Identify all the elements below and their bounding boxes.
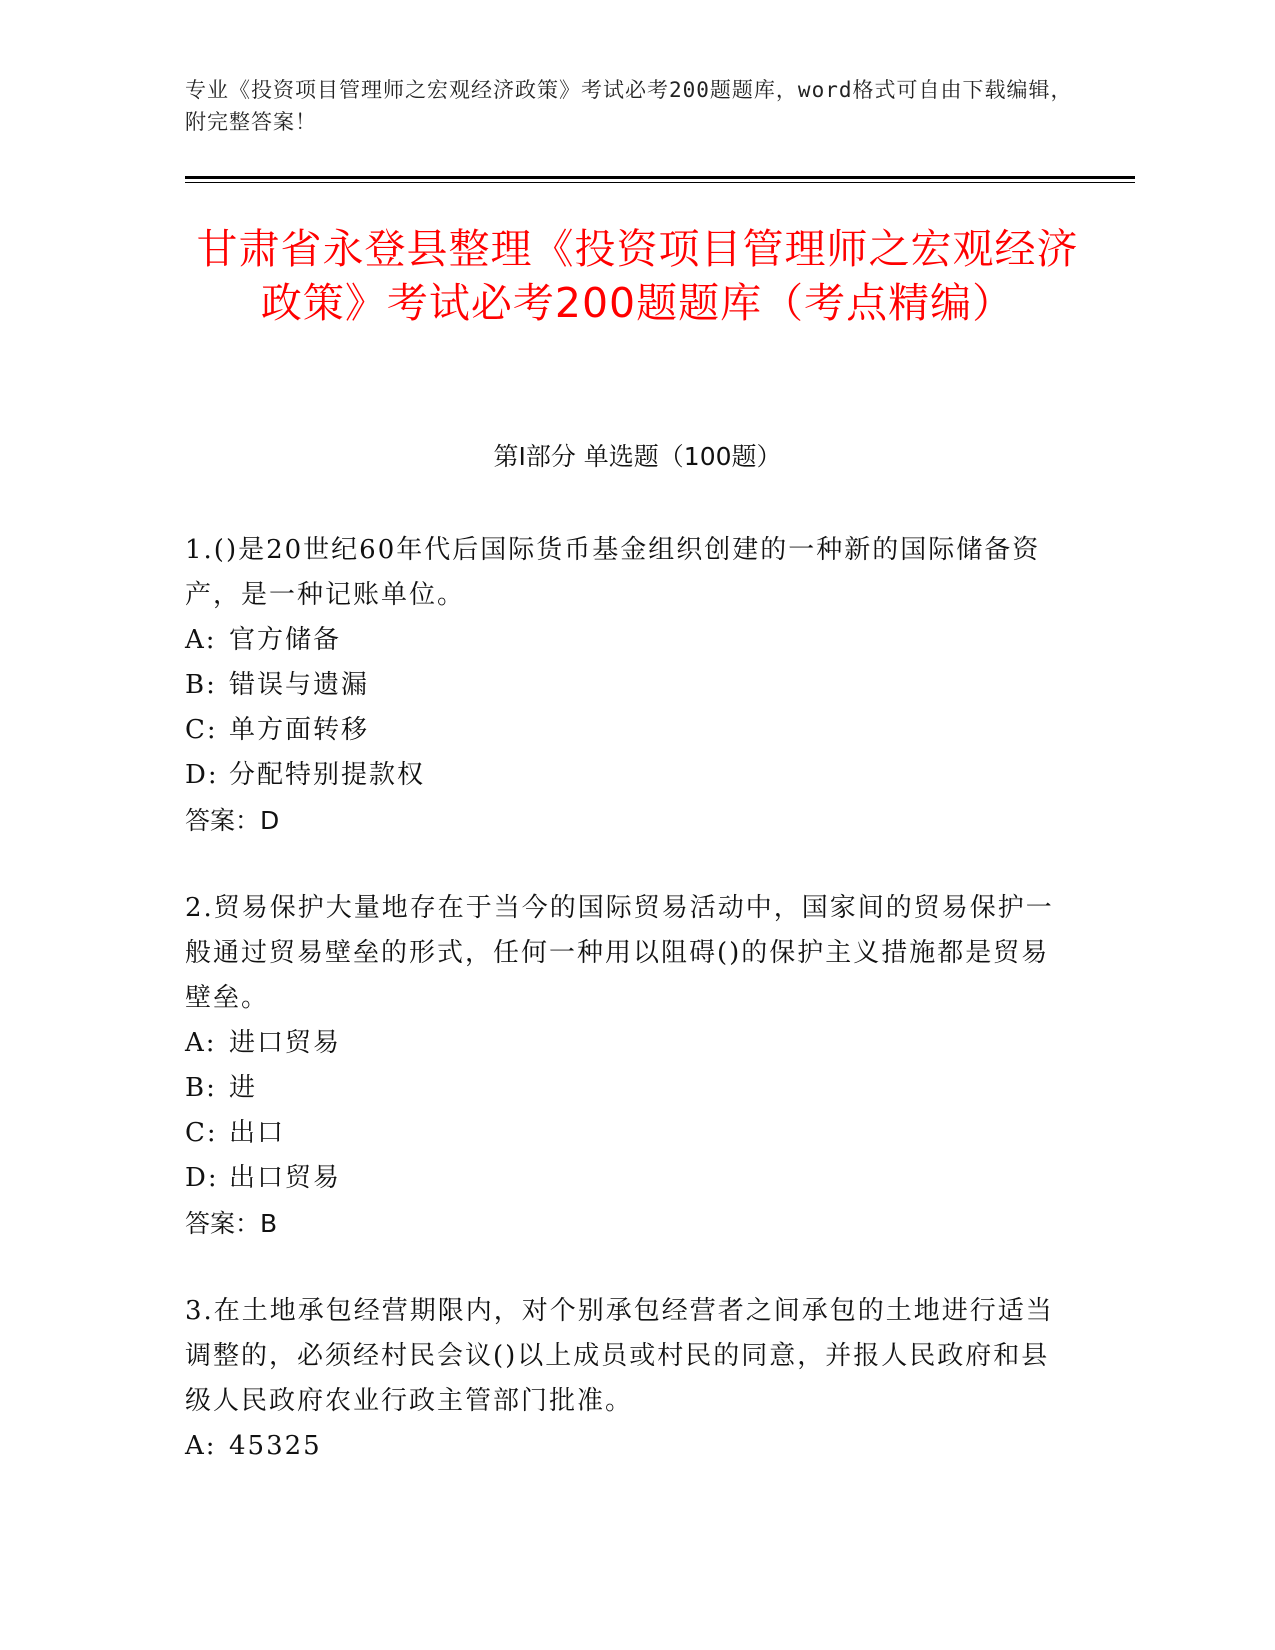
header-divider-thick xyxy=(185,176,1135,179)
option-letter: A: xyxy=(185,625,217,655)
option-text: 45325 xyxy=(229,1431,322,1461)
option-a xyxy=(185,1021,1065,1066)
option-text: 分配特别提款权 xyxy=(229,760,426,790)
option-letter: D: xyxy=(185,1163,219,1193)
option-text: 进 xyxy=(229,1073,258,1103)
option-b xyxy=(185,1066,1065,1111)
option-text: 错误与遗漏 xyxy=(229,670,370,700)
option-text: 进口贸易 xyxy=(229,1028,342,1058)
question-stem: 3.在土地承包经营期限内，对个别承包经营者之间承包的土地进行适当调整的，必须经村民会议()以上成员或村民的同意，并报人民政府和县级人民政府农业行政主管部门批准。 xyxy=(185,1296,1054,1416)
question-1 xyxy=(185,528,1065,843)
option-letter: B: xyxy=(185,670,217,700)
question-stem: 2.贸易保护大量地存在于当今的国际贸易活动中，国家间的贸易保护一般通过贸易壁垒的形式，任何一种用以阻碍()的保护主义措施都是贸易壁垒。 xyxy=(185,893,1054,1013)
option-c xyxy=(185,1111,1065,1156)
question-list xyxy=(185,528,1065,1512)
question-2 xyxy=(185,886,1065,1246)
option-text: 官方储备 xyxy=(229,625,342,655)
option-a xyxy=(185,618,1065,663)
option-letter: A: xyxy=(185,1431,217,1461)
answer-line: 答案：D xyxy=(185,806,280,835)
option-text: 出口贸易 xyxy=(229,1163,342,1193)
option-a xyxy=(185,1424,1065,1469)
answer-line: 答案：B xyxy=(185,1209,278,1238)
question-stem: 1.()是20世纪60年代后国际货币基金组织创建的一种新的国际储备资产，是一种记账单位。 xyxy=(185,535,1041,610)
option-d xyxy=(185,753,1065,798)
option-c xyxy=(185,708,1065,753)
option-letter: A: xyxy=(185,1028,217,1058)
option-letter: C: xyxy=(185,1118,218,1148)
option-b xyxy=(185,663,1065,708)
option-letter: D: xyxy=(185,760,219,790)
option-letter: B: xyxy=(185,1073,217,1103)
header-note: 专业《投资项目管理师之宏观经济政策》考试必考200题题库，word格式可自由下载编辑，附完整答案！ xyxy=(185,78,1073,134)
question-3 xyxy=(185,1289,1065,1469)
option-text: 出口 xyxy=(229,1118,286,1148)
option-d xyxy=(185,1156,1065,1201)
document-title: 甘肃省永登县整理《投资项目管理师之宏观经济政策》考试必考200题题库（考点精编） xyxy=(196,225,1079,327)
option-text: 单方面转移 xyxy=(229,715,370,745)
header-divider-thin xyxy=(185,182,1135,183)
option-letter: C: xyxy=(185,715,218,745)
section-heading: 第I部分 单选题（100题） xyxy=(493,442,782,471)
